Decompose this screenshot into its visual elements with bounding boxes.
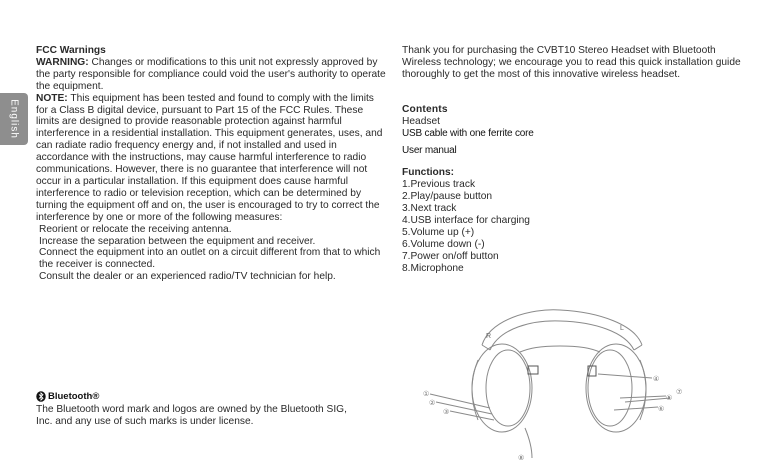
function-item: 5.Volume up (+)	[402, 226, 475, 238]
fcc-section	[36, 45, 386, 283]
warning-text: Changes or modifications to this unit not expressly approved by the party responsible for compliance could void the user's authority to operate the equipment.	[36, 56, 386, 92]
function-item: 3.Next track	[402, 203, 457, 215]
language-tab-label: English	[8, 99, 20, 139]
fcc-heading: FCC Warnings	[36, 45, 106, 56]
callout-4: ④	[653, 375, 660, 383]
warning-paragraph	[36, 57, 386, 93]
headset-diagram	[420, 290, 700, 465]
right-earcup	[586, 344, 646, 432]
function-item: 4.USB interface for charging	[402, 214, 530, 226]
contents-heading: Contents	[402, 103, 448, 115]
intro-text: Thank you for purchasing the CVBT10 Stereo Headset with Bluetooth Wireless technology; we encourage you to read this quick installation guide thoroughly to get the most of this innovative wireless headset.	[402, 45, 741, 80]
right-side-marker: R	[486, 333, 492, 340]
bluetooth-notice: The Bluetooth word mark and logos are owned by the Bluetooth SIG, Inc. and any use of such marks is under license.	[36, 404, 347, 427]
measure-item: Reorient or relocate the receiving antenna.	[39, 223, 232, 235]
function-item: 7.Power on/off button	[402, 250, 499, 262]
callout-7: ⑦	[676, 388, 683, 396]
product-section	[402, 45, 742, 275]
contents-item: User manual	[402, 145, 457, 157]
callout-6: ⑥	[658, 405, 665, 413]
headband-outer	[482, 310, 642, 345]
language-tab	[0, 93, 28, 145]
callout-5: ⑤	[666, 394, 673, 402]
function-item: 6.Volume down (-)	[402, 238, 485, 250]
callout-1: ①	[423, 390, 430, 398]
function-item: 2.Play/pause button	[402, 191, 493, 203]
left-earcup	[472, 344, 532, 432]
bluetooth-icon	[36, 391, 46, 402]
note-paragraph	[36, 93, 386, 224]
contents-item: USB cable with one ferrite core	[402, 127, 534, 139]
functions-heading: Functions:	[402, 167, 455, 179]
function-item: 8.Microphone	[402, 262, 464, 274]
callout-8: ⑧	[518, 454, 525, 462]
measure-item: Connect the equipment into an outlet on a circuit different from that to which the receiver is connected.	[39, 247, 381, 271]
contents-item: Headset	[402, 115, 440, 127]
warning-label: WARNING:	[36, 56, 89, 68]
measure-item: Increase the separation between the equipment and receiver.	[39, 235, 316, 247]
note-text: This equipment has been tested and found to comply with the limits for a Class B digital device, pursuant to Part 15 of the FCC Rules. These limits are designed to provide reasonable protection against harmful interference in a residential installation. This equipment generates, uses, and can radiate radio frequency energy and, if not installed and used in accordance with the instructions, may cause harmful interference to radio communications. However, there is no guarantee that interference will not occur in a particular installation. If this equipment does cause harmful interference to radio or television reception, which can be determined by turning the equipment off and on, the user is encouraged to try to correct the interference by one or more of the following measures:	[36, 92, 383, 223]
measure-item: Consult the dealer or an experienced radio/TV technician for help.	[39, 271, 336, 283]
callout-2: ②	[429, 399, 436, 407]
function-item: 1.Previous track	[402, 179, 476, 191]
bluetooth-logo-text: Bluetooth®	[48, 391, 100, 402]
left-side-marker: L	[620, 325, 624, 332]
note-label: NOTE:	[36, 92, 68, 104]
bluetooth-logo	[36, 391, 99, 402]
callout-3: ③	[443, 408, 450, 416]
